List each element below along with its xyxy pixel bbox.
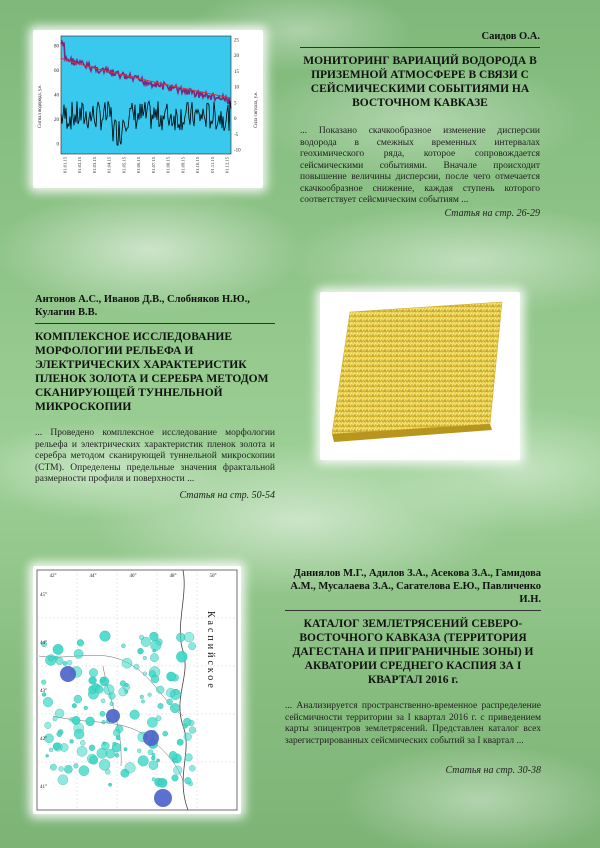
earthquake-epicenter: [95, 685, 103, 693]
latitude-tick: 45°: [40, 593, 47, 598]
earthquake-epicenter: [67, 660, 72, 665]
longitude-tick: 48°: [169, 574, 177, 579]
earthquake-epicenter: [72, 716, 80, 724]
earthquake-epicenter: [189, 765, 195, 771]
article-1-abstract: ... Показано скачкообразное изменение дисперсии водорода в смежных временных интервалах геохимического ряда, которое сопровождается сейсмическими событиями. Вначале происходит повышение величины дисперсии, после чего отмечается скачкообразное снижение, каждая ступень которого соответствует сейсмическим событиям ...: [300, 126, 540, 205]
earthquake-epicenter: [70, 739, 74, 743]
earthquake-epicenter: [89, 668, 98, 677]
earthquake-epicenter: [150, 632, 159, 641]
latitude-tick: 42°: [40, 737, 47, 742]
article-1-page-ref[interactable]: Статья на стр. 26-29: [444, 208, 540, 219]
earthquake-epicenter: [122, 658, 132, 668]
earthquake-epicenter: [74, 649, 83, 658]
caspian-sea-label: Каспийское: [205, 611, 216, 691]
earthquake-epicenter: [41, 680, 46, 685]
latitude-tick: 44°: [40, 641, 47, 646]
latitude-tick: 43°: [40, 689, 47, 694]
left-tick-label: 80: [54, 44, 59, 50]
earthquake-epicenter: [50, 764, 56, 770]
epicenter-map-figure: [33, 566, 241, 814]
earthquake-epicenter: [166, 688, 175, 697]
earthquake-epicenter: [148, 750, 153, 755]
strong-earthquake-epicenter: [154, 789, 172, 807]
earthquake-epicenter: [56, 657, 63, 664]
earthquake-epicenter: [158, 703, 164, 709]
article-2-page-ref[interactable]: Статья на стр. 50-54: [179, 490, 275, 501]
x-tick-label: 01.12.15: [224, 157, 230, 174]
earthquake-epicenter: [43, 697, 53, 707]
earthquake-epicenter: [143, 656, 147, 660]
earthquake-epicenter: [124, 748, 127, 751]
earthquake-epicenter: [49, 748, 53, 752]
earthquake-epicenter: [184, 733, 192, 741]
earthquake-epicenter: [108, 783, 111, 786]
hydrogen-chart-figure: [33, 30, 263, 188]
article-2-title: КОМПЛЕКСНОЕ ИССЛЕДОВАНИЕ МОРФОЛОГИИ РЕЛЬЕФА И ЭЛЕКТРИЧЕСКИХ ХАРАКТЕРИСТИК ПЛЕНОК ЗОЛОТА И СЕРЕБРА МЕТОДОМ СКАНИРУЮЩЕЙ ТУННЕЛЬНОЙ МИКРОСКОПИИ: [35, 331, 269, 413]
article-3: [285, 567, 541, 747]
earthquake-epicenter: [138, 648, 144, 654]
longitude-tick: 50°: [209, 574, 217, 579]
earthquake-epicenter: [89, 677, 97, 685]
earthquake-epicenter: [120, 681, 126, 687]
earthquake-epicenter: [125, 763, 136, 774]
gold-film-surface: [320, 292, 520, 460]
right-tick-label: 20: [234, 54, 239, 60]
article-2: [35, 293, 275, 486]
earthquake-epicenter: [174, 689, 179, 694]
earthquake-epicenter: [113, 742, 117, 746]
x-tick-label: 01.02.15: [77, 157, 83, 174]
x-tick-label: 01.03.15: [91, 157, 97, 174]
earthquake-epicenter: [163, 731, 168, 736]
earthquake-epicenter: [60, 743, 68, 751]
earthquake-epicenter: [100, 631, 111, 642]
earthquake-epicenter: [134, 664, 139, 669]
earthquake-epicenter: [74, 763, 79, 768]
earthquake-epicenter: [100, 711, 105, 716]
earthquake-epicenter: [45, 722, 52, 729]
right-tick-label: 5: [234, 101, 237, 107]
strong-earthquake-epicenter: [106, 709, 120, 723]
earthquake-epicenter: [172, 775, 179, 782]
stm-surface-figure: [320, 292, 520, 460]
earthquake-epicenter: [151, 756, 155, 760]
x-tick-label: 01.07.15: [150, 157, 156, 174]
earthquake-epicenter: [77, 639, 84, 646]
earthquake-epicenter: [151, 675, 159, 683]
earthquake-epicenter: [64, 765, 72, 773]
earthquake-epicenter: [184, 632, 194, 642]
earthquake-epicenter: [169, 751, 177, 759]
earthquake-epicenter: [74, 695, 82, 703]
article-2-abstract: ... Проведено комплексное исследование морфологии рельефа и электрических характеристик пленок золота и серебра методом сканирующей туннельной микроскопии (СТМ). Определены предельные значения фрактальной размерности профиля и поверхности ...: [35, 428, 275, 484]
earthquake-epicenter: [156, 759, 159, 762]
right-tick-label: 25: [234, 38, 239, 44]
earthquake-epicenter: [121, 644, 125, 648]
right-tick-label: 15: [234, 69, 239, 75]
earthquake-epicenter: [130, 710, 140, 720]
earthquake-epicenter: [151, 640, 162, 651]
earthquake-epicenter: [138, 756, 149, 767]
earthquake-epicenter: [72, 703, 77, 708]
strong-earthquake-epicenter: [143, 730, 159, 746]
x-tick-label: 01.11.15: [209, 157, 215, 173]
earthquake-epicenter: [150, 654, 158, 662]
strong-earthquake-epicenter: [60, 666, 76, 682]
longitude-tick: 44°: [89, 574, 97, 579]
left-tick-label: 20: [54, 118, 59, 123]
earthquake-epicenter: [84, 706, 88, 710]
earthquake-epicenter: [115, 753, 119, 757]
x-tick-label: 01.10.15: [195, 157, 201, 174]
earthquake-epicenter: [148, 693, 152, 697]
earthquake-epicenter: [143, 672, 147, 676]
x-tick-label: 01.05.15: [121, 157, 127, 174]
left-tick-label: 40: [54, 93, 59, 99]
longitude-tick: 46°: [129, 574, 137, 579]
earthquake-epicenter: [173, 766, 182, 775]
article-3-abstract: ... Анализируется пространственно-временное распределение сейсмичности территории за I квартал 2016 г. с приведением карты эпицентров землетрясений. Представлен каталог всех зарегистрированных сейсмических событий за I квартал ...: [285, 701, 541, 746]
article-1-title: МОНИТОРИНГ ВАРИАЦИЙ ВОДОРОДА В ПРИЗЕМНОЙ АТМОСФЕРЕ В СВЯЗИ С СЕЙСМИЧЕСКИМИ СОБЫТИЯМИ НА ВОСТОЧНОМ КАВКАЗЕ: [303, 55, 537, 109]
earthquake-epicenter: [153, 649, 156, 652]
earthquake-epicenter: [55, 709, 64, 718]
earthquake-epicenter: [79, 766, 89, 776]
earthquake-epicenter: [167, 672, 176, 681]
earthquake-epicenter: [106, 749, 115, 758]
longitude-tick: 42°: [49, 574, 57, 579]
earthquake-epicenter: [176, 651, 187, 662]
x-tick-label: 01.06.15: [136, 157, 142, 174]
earthquake-epicenter: [125, 690, 128, 693]
divider: [285, 610, 541, 611]
earthquake-epicenter: [59, 766, 64, 771]
earthquake-epicenter: [170, 703, 180, 713]
earthquake-epicenter: [185, 754, 193, 762]
earthquake-epicenter: [102, 720, 106, 724]
left-tick-label: 0: [56, 142, 59, 148]
earthquake-epicenter: [141, 700, 145, 704]
right-tick-label: 10: [234, 85, 239, 91]
earthquake-epicenter: [77, 746, 87, 756]
x-tick-label: 01.01.15: [62, 157, 68, 174]
article-2-authors: Антонов А.С., Иванов Д.В., Слобняков Н.Ю., Кулагин В.В.: [35, 294, 250, 318]
x-tick-label: 01.08.15: [165, 157, 171, 174]
earthquake-epicenter: [110, 702, 114, 706]
earthquake-epicenter: [149, 761, 158, 770]
x-tick-label: 01.04.15: [106, 157, 112, 174]
earthquake-epicenter: [53, 743, 60, 750]
earthquake-epicenter: [177, 739, 183, 745]
article-1: [300, 30, 540, 207]
divider: [35, 323, 275, 324]
earthquake-epicenter: [58, 775, 68, 785]
earthquake-epicenter: [53, 716, 58, 721]
earthquake-epicenter: [137, 749, 141, 753]
earthquake-epicenter: [99, 759, 110, 770]
earthquake-epicenter: [113, 729, 120, 736]
earthquake-epicenter: [101, 742, 109, 750]
right-tick-label: -5: [234, 132, 239, 138]
earthquake-epicenter: [189, 727, 196, 734]
x-tick-label: 01.09.15: [180, 157, 186, 174]
hydrogen-chart: [33, 30, 263, 188]
right-tick-label: 0: [234, 117, 237, 123]
earthquake-epicenter: [89, 745, 95, 751]
right-axis-label: Сила сигнала, у.е.: [254, 91, 259, 128]
earthquake-epicenter: [74, 729, 84, 739]
earthquake-epicenter: [100, 677, 105, 682]
earthquake-epicenter: [158, 780, 162, 784]
earthquake-epicenter: [53, 644, 63, 654]
left-tick-label: 60: [54, 69, 59, 74]
earthquake-epicenter: [156, 716, 161, 721]
article-3-title: КАТАЛОГ ЗЕМЛЕТРЯСЕНИЙ СЕВЕРО-ВОСТОЧНОГО КАВКАЗА (ТЕРРИТОРИЯ ДАГЕСТАНА И ПРИГРАНИЧНЫЕ ЗОНЫ) И АКВАТОРИИ СРЕДНЕГО КАСПИЯ ЗА I КВАРТАЛ 2016 г.: [292, 618, 534, 686]
article-3-page-ref[interactable]: Статья на стр. 30-38: [445, 765, 541, 776]
article-1-authors: Саидов О.А.: [481, 31, 540, 42]
epicenter-map: [33, 566, 241, 814]
earthquake-epicenter: [101, 699, 105, 703]
earthquake-epicenter: [167, 699, 173, 705]
divider: [300, 47, 540, 48]
earthquake-epicenter: [48, 656, 53, 661]
earthquake-epicenter: [140, 695, 144, 699]
left-axis-label: Сигнал водорода, у.е.: [38, 84, 43, 128]
earthquake-epicenter: [80, 740, 85, 745]
earthquake-epicenter: [86, 717, 95, 726]
earthquake-epicenter: [46, 754, 49, 757]
earthquake-epicenter: [141, 637, 151, 647]
film-top-surface: [332, 302, 502, 434]
earthquake-epicenter: [63, 661, 67, 665]
earthquake-epicenter: [185, 777, 192, 784]
earthquake-epicenter: [89, 756, 98, 765]
article-3-authors: Даниялов М.Г., Адилов З.А., Асекова З.А., Гамидова А.М., Мусалаева З.А., Сагателова Е.Ю., Павличенко И.Н.: [290, 568, 541, 605]
latitude-tick: 41°: [40, 785, 47, 790]
earthquake-epicenter: [57, 732, 62, 737]
right-tick-label: -10: [234, 148, 241, 154]
earthquake-epicenter: [176, 633, 185, 642]
earthquake-epicenter: [183, 718, 191, 726]
earthquake-epicenter: [109, 693, 116, 700]
earthquake-epicenter: [188, 642, 195, 649]
earthquake-epicenter: [156, 686, 164, 694]
